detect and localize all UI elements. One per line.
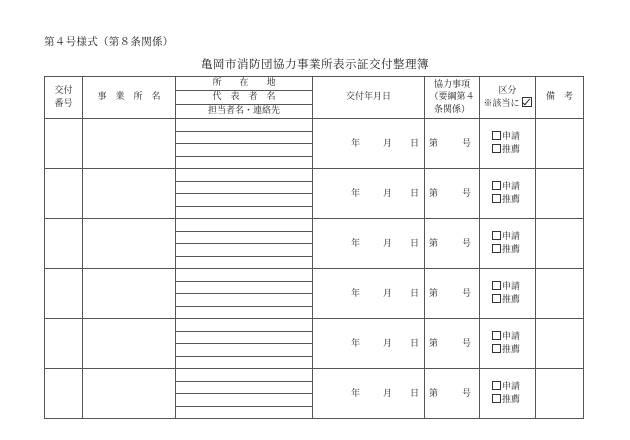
checkmark-icon (522, 97, 532, 107)
contact-cell[interactable] (176, 306, 313, 319)
remarks-cell[interactable] (536, 319, 584, 369)
contact-cell[interactable] (176, 394, 313, 407)
office-name-cell[interactable] (83, 369, 176, 419)
cooperation-number-cell[interactable]: 第 号 (425, 119, 480, 169)
representative-cell[interactable] (176, 231, 313, 244)
cooperation-number-cell[interactable]: 第 号 (425, 219, 480, 269)
location-cell[interactable] (176, 369, 313, 382)
table-row (45, 319, 584, 332)
issue-date-cell[interactable]: 年 月 日 (313, 269, 425, 319)
application-checkbox[interactable] (492, 231, 501, 240)
issue-date-cell[interactable]: 年 月 日 (313, 369, 425, 419)
recommendation-checkbox[interactable] (492, 394, 501, 403)
contact-cell[interactable] (176, 244, 313, 257)
header-office-name: 事 業 所 名 (83, 77, 176, 119)
table-row (45, 219, 584, 232)
contact-cell[interactable] (176, 194, 313, 207)
location-cell[interactable] (176, 169, 313, 182)
representative-cell[interactable] (176, 181, 313, 194)
cooperation-number-cell[interactable]: 第 号 (425, 269, 480, 319)
representative-cell[interactable] (176, 131, 313, 144)
contact-cell[interactable] (176, 144, 313, 157)
table-row (45, 169, 584, 182)
form-number: 第４号様式（第８条関係） (44, 36, 174, 48)
representative-cell[interactable] (176, 331, 313, 344)
recommendation-checkbox[interactable] (492, 144, 501, 153)
remarks-cell[interactable] (536, 169, 584, 219)
category-cell: 申請 推薦 (480, 119, 536, 169)
application-checkbox[interactable] (492, 131, 501, 140)
contact-cell[interactable] (176, 344, 313, 357)
location-cell[interactable] (176, 219, 313, 232)
remarks-cell[interactable] (536, 369, 584, 419)
location-cell[interactable] (176, 119, 313, 132)
contact-cell[interactable] (176, 206, 313, 219)
category-cell: 申請 推薦 (480, 269, 536, 319)
office-name-cell[interactable] (83, 219, 176, 269)
recommendation-checkbox[interactable] (492, 344, 501, 353)
contact-cell[interactable] (176, 256, 313, 269)
office-name-cell[interactable] (83, 119, 176, 169)
contact-cell[interactable] (176, 156, 313, 169)
office-name-cell[interactable] (83, 319, 176, 369)
cooperation-number-cell[interactable]: 第 号 (425, 319, 480, 369)
header-location: 所 在 地 (176, 77, 313, 91)
office-name-cell[interactable] (83, 269, 176, 319)
issue-number-cell[interactable] (45, 119, 83, 169)
issue-number-cell[interactable] (45, 369, 83, 419)
issue-number-cell[interactable] (45, 269, 83, 319)
contact-cell[interactable] (176, 406, 313, 419)
header-representative: 代 表 者 名 (176, 91, 313, 105)
category-cell: 申請 推薦 (480, 369, 536, 419)
header-issue-date: 交付年月日 (313, 77, 425, 119)
issue-number-cell[interactable] (45, 169, 83, 219)
representative-cell[interactable] (176, 381, 313, 394)
office-name-cell[interactable] (83, 169, 176, 219)
contact-cell[interactable] (176, 294, 313, 307)
issue-number-cell[interactable] (45, 219, 83, 269)
category-cell: 申請 推薦 (480, 319, 536, 369)
header-cooperation: 協力事項 （要綱第４ 条関係） (425, 77, 480, 119)
issue-date-cell[interactable]: 年 月 日 (313, 219, 425, 269)
issue-date-cell[interactable]: 年 月 日 (313, 119, 425, 169)
header-remarks: 備 考 (536, 77, 584, 119)
issue-date-cell[interactable]: 年 月 日 (313, 319, 425, 369)
table-row (45, 369, 584, 382)
recommendation-checkbox[interactable] (492, 194, 501, 203)
application-checkbox[interactable] (492, 331, 501, 340)
table-row (45, 119, 584, 132)
register-table (44, 76, 584, 419)
category-cell: 申請 推薦 (480, 219, 536, 269)
remarks-cell[interactable] (536, 219, 584, 269)
page-title: 亀岡市消防団協力事業所表示証交付整理簿 (201, 57, 429, 71)
header-contact: 担当者名・連絡先 (176, 105, 313, 119)
recommendation-checkbox[interactable] (492, 294, 501, 303)
header-category: 区分 ※該当に (480, 77, 536, 119)
application-checkbox[interactable] (492, 381, 501, 390)
location-cell[interactable] (176, 319, 313, 332)
issue-number-cell[interactable] (45, 319, 83, 369)
location-cell[interactable] (176, 269, 313, 282)
cooperation-number-cell[interactable]: 第 号 (425, 369, 480, 419)
recommendation-checkbox[interactable] (492, 244, 501, 253)
remarks-cell[interactable] (536, 119, 584, 169)
representative-cell[interactable] (176, 281, 313, 294)
contact-cell[interactable] (176, 356, 313, 369)
issue-date-cell[interactable]: 年 月 日 (313, 169, 425, 219)
category-cell: 申請 推薦 (480, 169, 536, 219)
header-issue-number: 交付 番号 (45, 77, 83, 119)
table-row (45, 269, 584, 282)
remarks-cell[interactable] (536, 269, 584, 319)
application-checkbox[interactable] (492, 281, 501, 290)
cooperation-number-cell[interactable]: 第 号 (425, 169, 480, 219)
application-checkbox[interactable] (492, 181, 501, 190)
